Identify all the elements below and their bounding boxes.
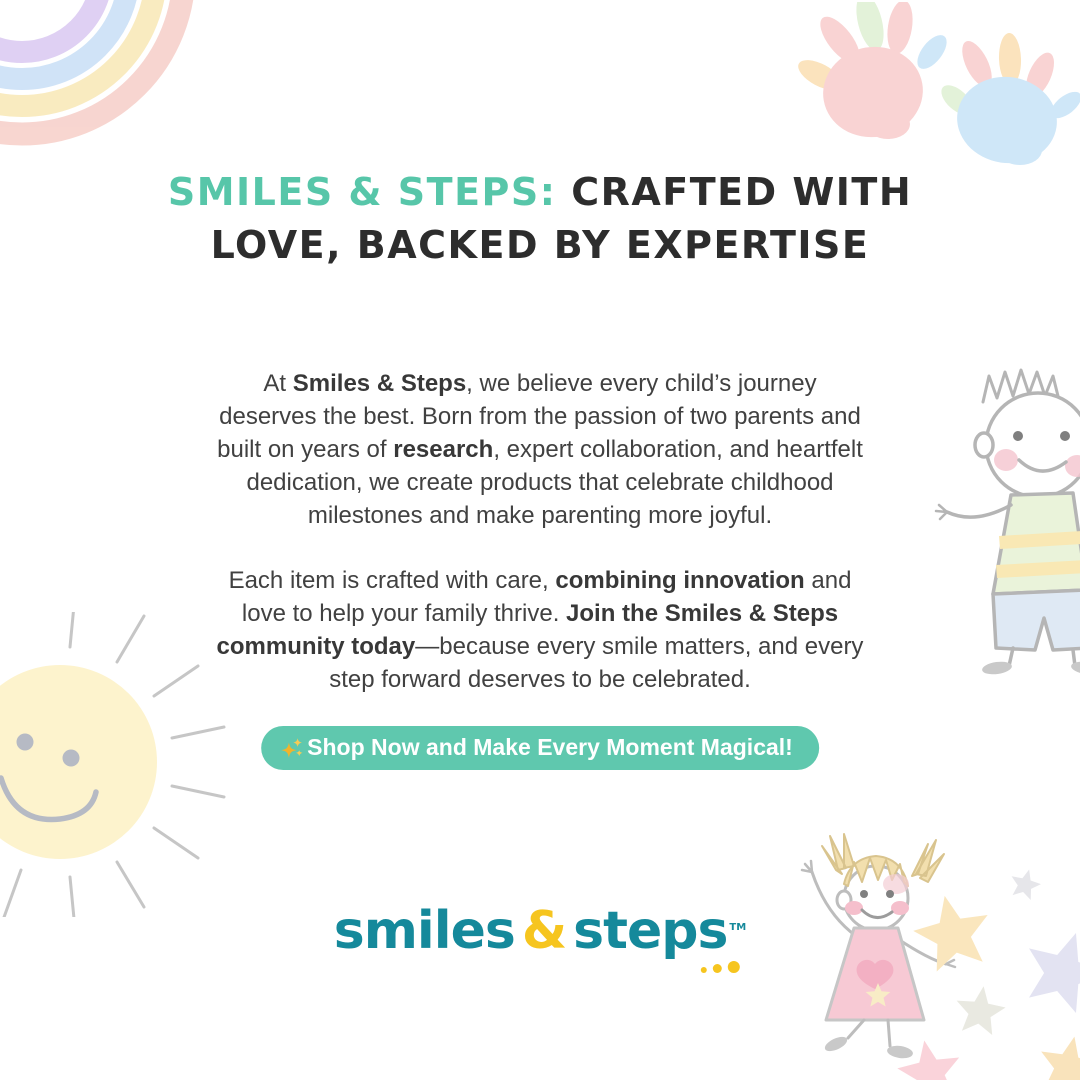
join-community-bold: Join the Smiles & Steps community today [216,600,839,660]
trademark-symbol: TM [729,921,747,933]
paragraph-text: , expert collaboration, and heartfelt dedication, we create products that celebrate childhood milestones and make parenting more joyful. [246,436,863,529]
paragraph-text: —because every smile matters, and every step forward deserves to be celebrated. [329,633,864,693]
headline-brand-text: SMILES & STEPS: [167,170,557,214]
logo-dots-icon [701,961,740,973]
cta-label: Shop Now and Make Every Moment Magical! [307,734,793,760]
intro-paragraph [212,367,868,532]
paragraph-text: At [263,370,293,397]
logo-word-steps: steps [573,901,728,961]
paragraph-text: , we believe every child’s journey deserves the best. Born from the passion of two parents and built on years of [217,370,861,463]
boy-doodle-icon [925,350,1080,675]
headline-line1 [0,166,1080,219]
girl-doodle-icon [778,824,983,1059]
logo-word-smiles: smiles [333,901,515,961]
paragraph-text: and love to help your family thrive. [241,567,852,627]
sparkles-icon [279,735,305,761]
blue-handprint [936,33,1080,170]
paragraph-text: Each item is crafted with care, [228,567,556,594]
handprints-icon [770,2,1080,187]
innovation-bold: combining innovation [555,567,805,594]
shop-now-button[interactable] [261,726,819,770]
brand-name-bold: Smiles & Steps [292,370,467,397]
brand-logo [334,901,746,961]
research-bold: research [393,436,494,463]
headline-line2-text: LOVE, BACKED BY EXPERTISE [210,223,870,267]
pink-handprint [794,2,953,145]
stars-doodle-icon [848,848,1080,1080]
headline [0,166,1080,272]
mission-paragraph [212,564,868,696]
logo-ampersand: & [521,901,567,961]
logo-word-steps-wrap [573,901,746,961]
headline-line1-text: CRAFTED WITH [556,170,913,214]
